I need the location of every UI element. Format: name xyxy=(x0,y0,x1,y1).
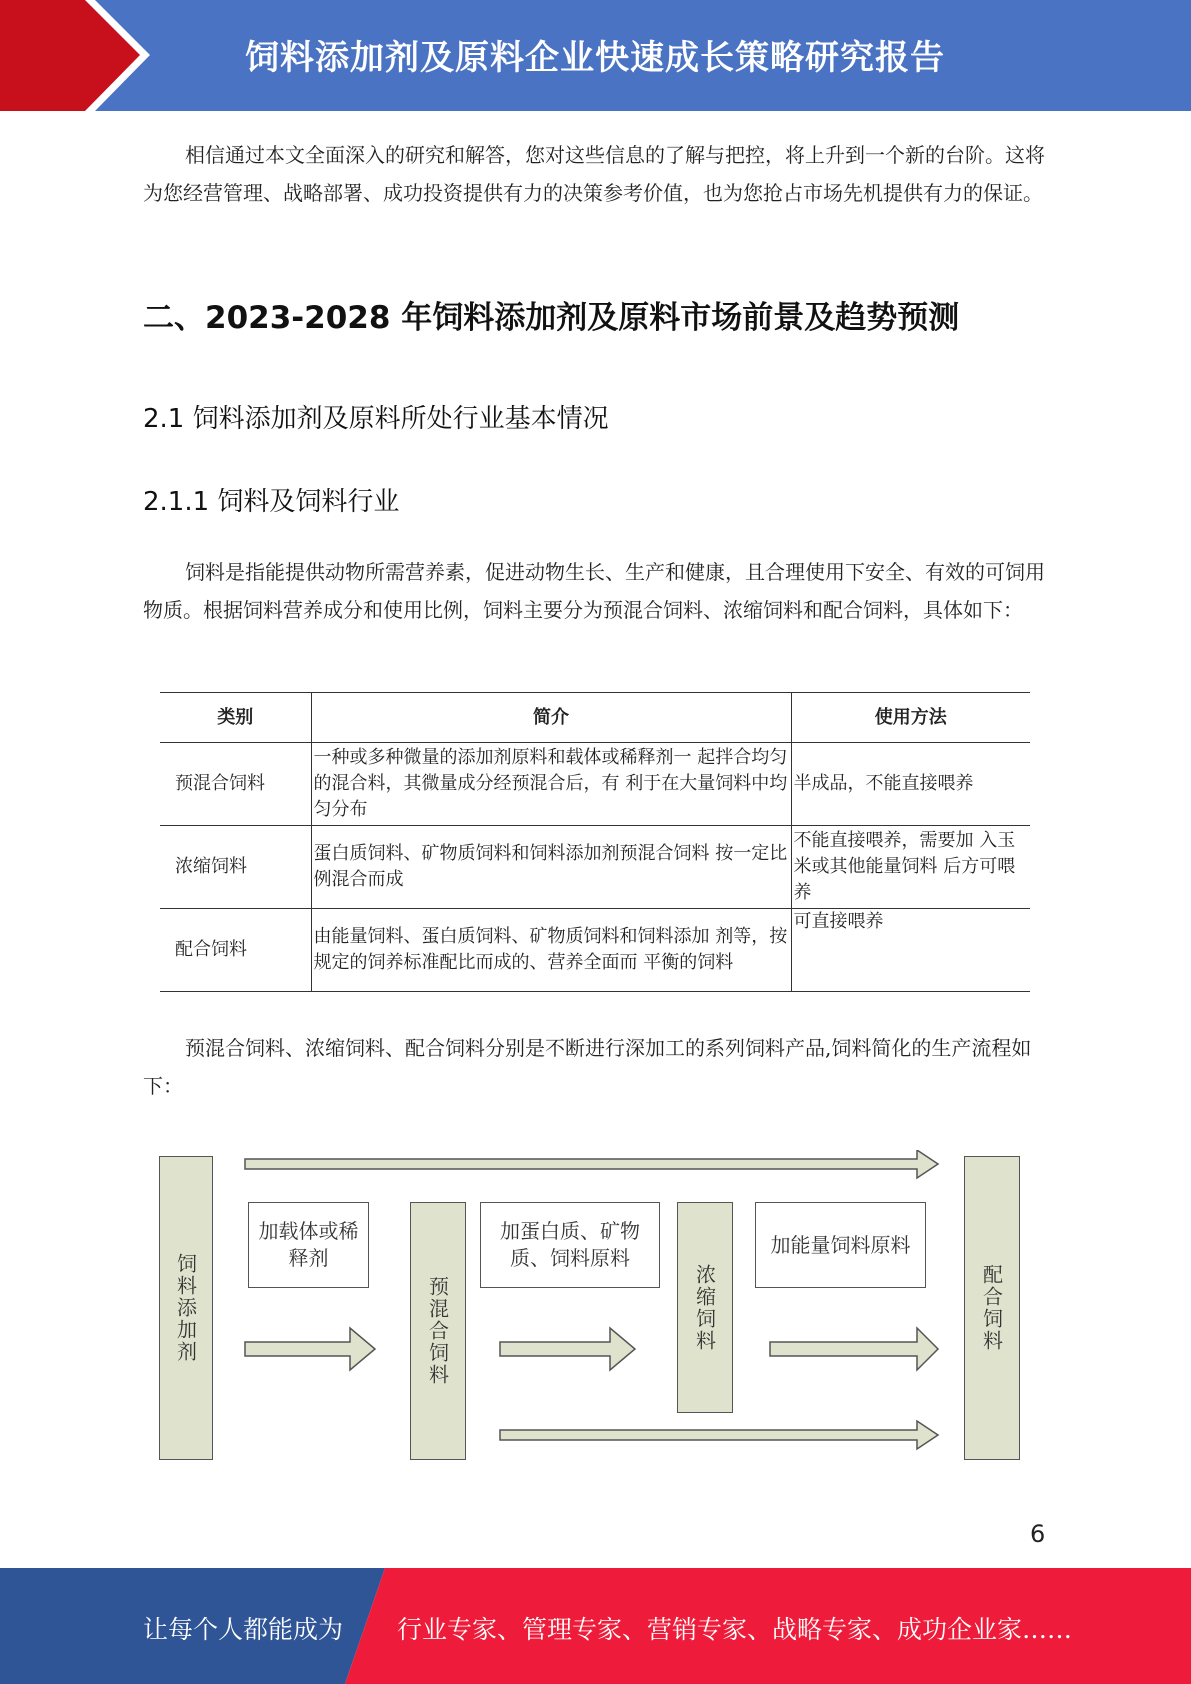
feed-types-table xyxy=(160,692,1030,992)
flow-box-carrier xyxy=(248,1202,369,1288)
table-header-row xyxy=(160,693,1030,743)
table-cell-usage: 半成品，不能直接喂养 xyxy=(791,743,1030,826)
flow-label-concentrate: 浓缩饲料 xyxy=(692,1263,717,1352)
header-arrow-decoration xyxy=(0,0,160,111)
flow-label-premix: 预混合饲料 xyxy=(425,1276,450,1386)
table-row xyxy=(160,743,1030,826)
flow-label-additive: 饲料添加剂 xyxy=(173,1253,198,1363)
footer-slogan-right: 行业专家、管理专家、营销专家、战略专家、成功企业家…… xyxy=(397,1615,1073,1644)
flow-box-protein xyxy=(480,1202,660,1288)
table-cell-intro: 一种或多种微量的添加剂原料和载体或稀释剂一 起拌合均匀的混合料，其微量成分经预混合后，有 利于在大量饲料中均匀分布 xyxy=(311,743,791,826)
report-title: 饲料添加剂及原料企业快速成长策略研究报告 xyxy=(245,38,945,78)
table-header-usage: 使用方法 xyxy=(791,693,1030,743)
subsubsection-heading: 2.1.1 饲料及饲料行业 xyxy=(143,487,400,517)
subsection-heading: 2.1 饲料添加剂及原料所处行业基本情况 xyxy=(143,404,609,434)
production-flow-diagram xyxy=(150,1150,1030,1470)
flow-box-premix xyxy=(410,1202,466,1460)
flow-label-protein: 加蛋白质、矿物质、饲料原料 xyxy=(500,1219,640,1270)
table-cell-usage: 不能直接喂养，需要加 入玉米或其他能量饲料 后方可喂养 xyxy=(791,826,1030,909)
table-row xyxy=(160,826,1030,909)
arrow-to-compound-icon xyxy=(770,1328,938,1370)
page-footer xyxy=(0,1568,1191,1684)
page-number: 6 xyxy=(1030,1520,1046,1548)
table-header-intro: 简介 xyxy=(311,693,791,743)
flow-label-carrier: 加载体或稀释剂 xyxy=(258,1219,359,1270)
table-cell-category: 预混合饲料 xyxy=(160,743,311,826)
table-cell-category: 配合饲料 xyxy=(160,909,311,992)
flow-box-concentrate xyxy=(677,1202,733,1413)
page-header xyxy=(0,0,1191,111)
flow-arrow-shapes xyxy=(150,1150,1030,1470)
flow-box-additive xyxy=(159,1156,213,1460)
table-row xyxy=(160,909,1030,992)
bypass-arrow-bottom-icon xyxy=(500,1421,938,1449)
flow-box-compound xyxy=(964,1156,1020,1460)
body-paragraph-2: 预混合饲料、浓缩饲料、配合饲料分别是不断进行深加工的系列饲料产品,饲料简化的生产流程如下： xyxy=(143,1036,1032,1098)
table-header-category: 类别 xyxy=(160,693,311,743)
intro-paragraph: 相信通过本文全面深入的研究和解答，您对这些信息的了解与把控，将上升到一个新的台阶。这将为您经营管理、战略部署、成功投资提供有力的决策参考价值，也为您抢占市场先机提供有力的保证。 xyxy=(143,143,1045,205)
section-heading: 二、2023-2028 年饲料添加剂及原料市场前景及趋势预测 xyxy=(143,300,960,336)
table-cell-intro: 由能量饲料、蛋白质饲料、矿物质饲料和饲料添加 剂等，按规定的饲养标准配比而成的、营养全面而 平衡的饲料 xyxy=(311,909,791,992)
flow-label-compound: 配合饲料 xyxy=(979,1264,1004,1352)
body-paragraph-1: 饲料是指能提供动物所需营养素，促进动物生长、生产和健康，且合理使用下安全、有效的可饲用物质。根据饲料营养成分和使用比例，饲料主要分为预混合饲料、浓缩饲料和配合饲料，具体如下： xyxy=(143,560,1045,622)
bypass-arrow-top-icon xyxy=(245,1150,938,1178)
table-cell-category: 浓缩饲料 xyxy=(160,826,311,909)
table-cell-usage: 可直接喂养 xyxy=(791,909,1030,992)
arrow-to-concentrate-icon xyxy=(500,1328,635,1370)
flow-label-energy: 加能量饲料原料 xyxy=(770,1232,911,1257)
footer-slogan-left: 让每个人都能成为 xyxy=(143,1615,344,1644)
flow-box-energy xyxy=(755,1202,926,1288)
arrow-to-premix-icon xyxy=(245,1328,375,1370)
table-cell-intro: 蛋白质饲料、矿物质饲料和饲料添加剂预混合饲料 按一定比例混合而成 xyxy=(311,826,791,909)
